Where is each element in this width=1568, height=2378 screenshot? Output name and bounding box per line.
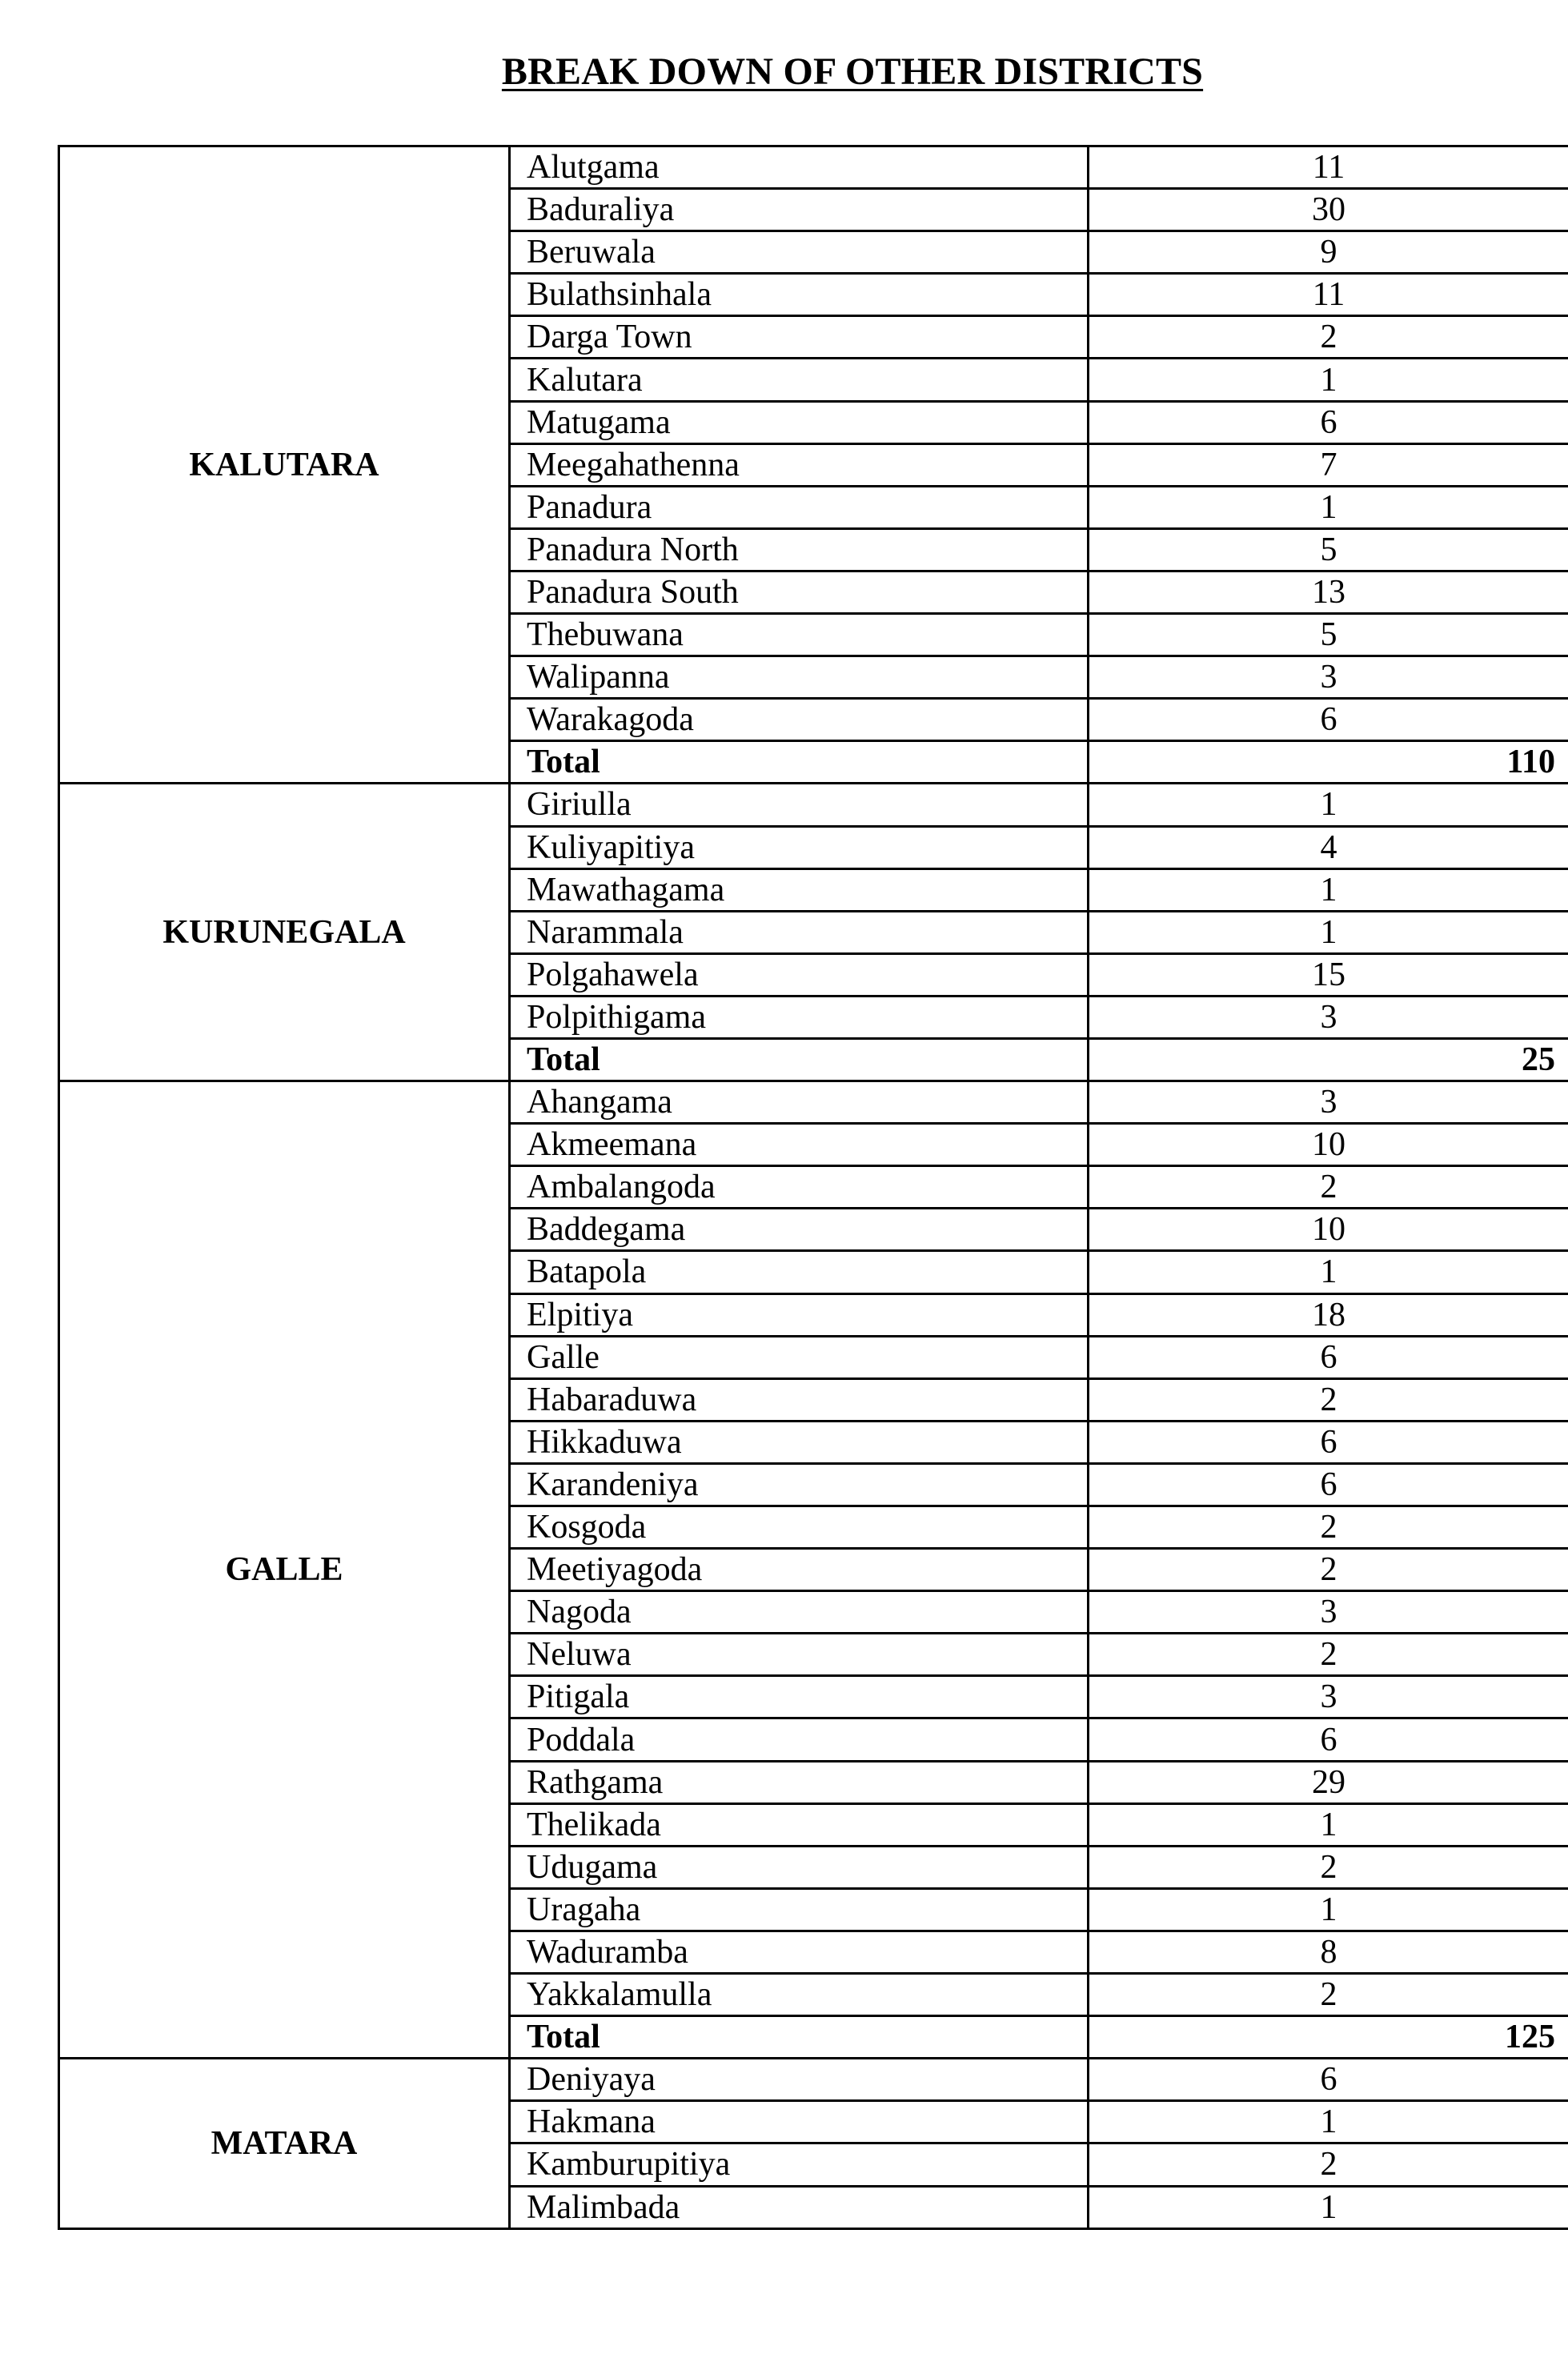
- count-cell: 3: [1089, 1591, 1568, 1634]
- count-cell: 3: [1089, 656, 1568, 699]
- count-cell: 1: [1089, 868, 1568, 911]
- place-name-cell: Walipanna: [510, 656, 1089, 699]
- place-name-cell: Ambalangoda: [510, 1166, 1089, 1209]
- count-cell: 30: [1089, 189, 1568, 231]
- count-cell: 6: [1089, 1718, 1568, 1761]
- place-name-cell: Baddegama: [510, 1209, 1089, 1251]
- count-cell: 2: [1089, 1506, 1568, 1549]
- place-name-cell: Karandeniya: [510, 1463, 1089, 1506]
- place-name-cell: Waduramba: [510, 1931, 1089, 1973]
- page-title: BREAK DOWN OF OTHER DISTRICTS: [501, 50, 1204, 93]
- count-cell: 10: [1089, 1209, 1568, 1251]
- place-name-cell: Polpithigama: [510, 996, 1089, 1038]
- place-name-cell: Kamburupitiya: [510, 2143, 1089, 2186]
- count-cell: 4: [1089, 826, 1568, 868]
- place-name-cell: Panadura: [510, 486, 1089, 528]
- table-row: [59, 146, 1568, 189]
- count-cell: 11: [1089, 274, 1568, 316]
- place-name-cell: Rathgama: [510, 1761, 1089, 1803]
- place-name-cell: Pitigala: [510, 1676, 1089, 1718]
- place-name-cell: Bulathsinhala: [510, 274, 1089, 316]
- count-cell: 2: [1089, 1974, 1568, 2016]
- place-name-cell: Thelikada: [510, 1803, 1089, 1846]
- place-name-cell: Panadura North: [510, 528, 1089, 571]
- count-cell: 2: [1089, 1166, 1568, 1209]
- place-name-cell: Udugama: [510, 1846, 1089, 1888]
- place-name-cell: Akmeemana: [510, 1124, 1089, 1166]
- table-row: [59, 1081, 1568, 1124]
- count-cell: 8: [1089, 1931, 1568, 1973]
- district-name: MATARA: [59, 2059, 510, 2228]
- place-name-cell: Poddala: [510, 1718, 1089, 1761]
- table-row: [59, 2059, 1568, 2101]
- place-name-cell: Giriulla: [510, 784, 1089, 826]
- place-name-cell: Uragaha: [510, 1888, 1089, 1931]
- place-name-cell: Panadura South: [510, 571, 1089, 613]
- count-cell: 10: [1089, 1124, 1568, 1166]
- count-cell: 11: [1089, 146, 1568, 189]
- place-name-cell: Batapola: [510, 1251, 1089, 1293]
- place-name-cell: Warakagoda: [510, 699, 1089, 741]
- total-value: 125: [1089, 2016, 1568, 2059]
- count-cell: 3: [1089, 1081, 1568, 1124]
- count-cell: 3: [1089, 996, 1568, 1038]
- place-name-cell: Baduraliya: [510, 189, 1089, 231]
- count-cell: 1: [1089, 784, 1568, 826]
- count-cell: 29: [1089, 1761, 1568, 1803]
- district-breakdown-table: [58, 145, 1568, 2230]
- place-name-cell: Meegahathenna: [510, 443, 1089, 486]
- count-cell: 1: [1089, 1888, 1568, 1931]
- place-name-cell: Ahangama: [510, 1081, 1089, 1124]
- place-name-cell: Hakmana: [510, 2101, 1089, 2143]
- place-name-cell: Galle: [510, 1336, 1089, 1378]
- district-name: KURUNEGALA: [59, 784, 510, 1081]
- count-cell: 9: [1089, 231, 1568, 274]
- place-name-cell: Darga Town: [510, 316, 1089, 359]
- place-name-cell: Polgahawela: [510, 953, 1089, 996]
- count-cell: 6: [1089, 1421, 1568, 1463]
- total-value: 110: [1089, 741, 1568, 784]
- district-name: GALLE: [59, 1081, 510, 2059]
- place-name-cell: Neluwa: [510, 1634, 1089, 1676]
- count-cell: 5: [1089, 614, 1568, 656]
- place-name-cell: Kosgoda: [510, 1506, 1089, 1549]
- place-name-cell: Yakkalamulla: [510, 1974, 1089, 2016]
- count-cell: 1: [1089, 1803, 1568, 1846]
- place-name-cell: Meetiyagoda: [510, 1549, 1089, 1591]
- count-cell: 6: [1089, 699, 1568, 741]
- place-name-cell: Matugama: [510, 401, 1089, 443]
- place-name-cell: Mawathagama: [510, 868, 1089, 911]
- count-cell: 6: [1089, 1336, 1568, 1378]
- count-cell: 1: [1089, 486, 1568, 528]
- total-label: Total: [510, 2016, 1089, 2059]
- place-name-cell: Alutgama: [510, 146, 1089, 189]
- count-cell: 2: [1089, 1378, 1568, 1421]
- count-cell: 2: [1089, 1846, 1568, 1888]
- count-cell: 2: [1089, 1634, 1568, 1676]
- place-name-cell: Hikkaduwa: [510, 1421, 1089, 1463]
- count-cell: 18: [1089, 1293, 1568, 1336]
- count-cell: 7: [1089, 443, 1568, 486]
- table-row: [59, 784, 1568, 826]
- place-name-cell: Elpitiya: [510, 1293, 1089, 1336]
- count-cell: 2: [1089, 2143, 1568, 2186]
- count-cell: 6: [1089, 1463, 1568, 1506]
- place-name-cell: Thebuwana: [510, 614, 1089, 656]
- count-cell: 1: [1089, 2101, 1568, 2143]
- count-cell: 2: [1089, 1549, 1568, 1591]
- count-cell: 5: [1089, 528, 1568, 571]
- place-name-cell: Beruwala: [510, 231, 1089, 274]
- district-name: KALUTARA: [59, 146, 510, 784]
- place-name-cell: Kalutara: [510, 359, 1089, 401]
- count-cell: 1: [1089, 359, 1568, 401]
- count-cell: 6: [1089, 401, 1568, 443]
- total-value: 25: [1089, 1038, 1568, 1081]
- count-cell: 13: [1089, 571, 1568, 613]
- place-name-cell: Nagoda: [510, 1591, 1089, 1634]
- place-name-cell: Narammala: [510, 911, 1089, 953]
- count-cell: 2: [1089, 316, 1568, 359]
- place-name-cell: Deniyaya: [510, 2059, 1089, 2101]
- count-cell: 6: [1089, 2059, 1568, 2101]
- count-cell: 15: [1089, 953, 1568, 996]
- place-name-cell: Malimbada: [510, 2186, 1089, 2228]
- total-label: Total: [510, 741, 1089, 784]
- count-cell: 1: [1089, 1251, 1568, 1293]
- count-cell: 1: [1089, 911, 1568, 953]
- total-label: Total: [510, 1038, 1089, 1081]
- place-name-cell: Kuliyapitiya: [510, 826, 1089, 868]
- count-cell: 1: [1089, 2186, 1568, 2228]
- place-name-cell: Habaraduwa: [510, 1378, 1089, 1421]
- count-cell: 3: [1089, 1676, 1568, 1718]
